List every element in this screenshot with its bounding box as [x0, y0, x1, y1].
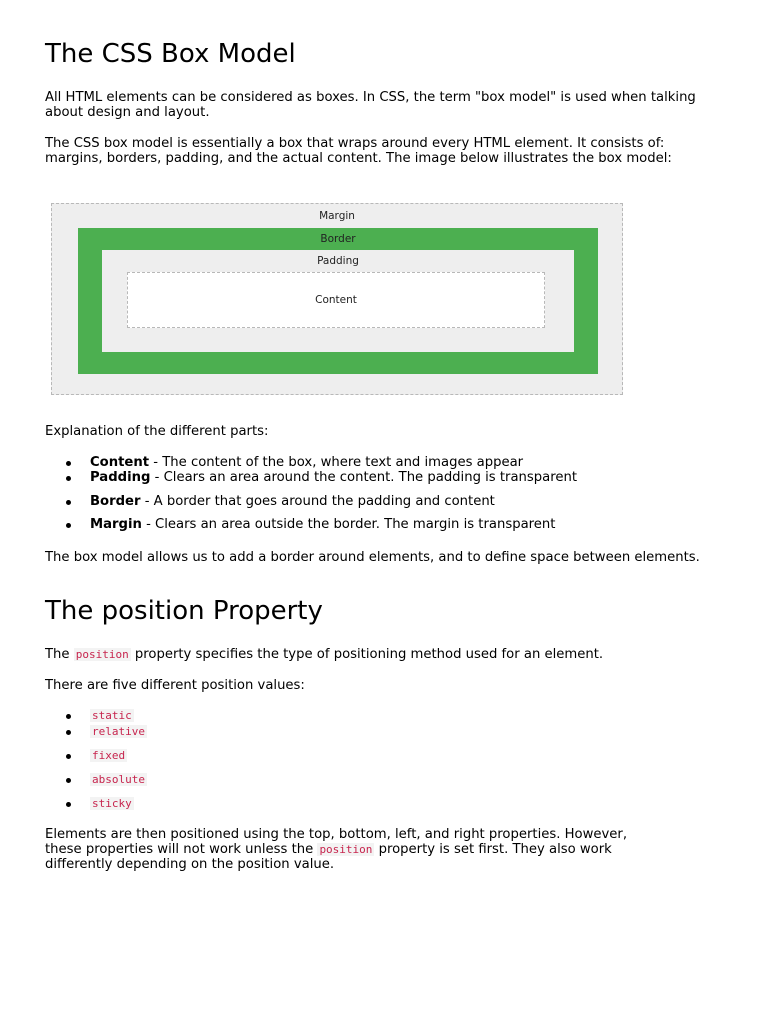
part-desc: - Clears an area outside the border. The margin is transparent [141, 517, 556, 532]
padding-area [102, 250, 574, 352]
part-term: Content [90, 455, 150, 470]
inline-code: relative [92, 725, 145, 738]
part-term: Margin [90, 517, 142, 532]
inline-code: static [92, 709, 132, 722]
bullet-icon [66, 714, 71, 719]
inline-code: position [319, 843, 373, 856]
bullet-icon [66, 802, 71, 807]
part-term: Padding [90, 470, 151, 485]
bullet-icon [66, 730, 71, 735]
part-desc: - The content of the box, where text and images appear [149, 455, 524, 470]
position-values-intro: There are five different position values: [45, 678, 305, 693]
box-model-diagram [51, 203, 623, 395]
padding-label: Padding [317, 255, 359, 267]
bullet-icon [66, 476, 71, 481]
heading-box-model: The CSS Box Model [45, 39, 296, 69]
position-intro: The position property specifies the type of positioning method used for an element. [45, 647, 604, 662]
inline-code: absolute [92, 773, 145, 786]
inline-code: position [75, 648, 129, 661]
part-desc: - Clears an area around the content. The padding is transparent [150, 470, 577, 485]
border-area [78, 228, 598, 374]
content-label: Content [315, 294, 357, 306]
intro-paragraph: All HTML elements can be considered as boxes. In CSS, the term "box model" is used when talking about design and layout. [45, 90, 696, 120]
margin-label: Margin [319, 210, 355, 222]
box-model-description: The CSS box model is essentially a box that wraps around every HTML element. It consists of: margins, borders, padding, and the actual content. The image below illustrates the box model: [45, 136, 672, 166]
bullet-icon [66, 523, 71, 528]
part-desc: - A border that goes around the padding and content [140, 494, 495, 509]
part-term: Border [90, 494, 141, 509]
explanation-intro: Explanation of the different parts: [45, 424, 269, 439]
positioning-explanation: Elements are then positioned using the top, bottom, left, and right properties. However, these properties will not work unless the position property is set first. They also work differently depending on the position value. [45, 827, 628, 872]
content-area [127, 272, 545, 328]
border-label: Border [320, 233, 356, 245]
inline-code: fixed [92, 749, 126, 762]
bullet-icon [66, 461, 71, 466]
heading-position-property: The position Property [45, 596, 323, 626]
bullet-icon [66, 778, 71, 783]
inline-code: sticky [92, 797, 132, 810]
bullet-icon [66, 500, 71, 505]
box-model-summary: The box model allows us to add a border around elements, and to define space between elements. [45, 550, 700, 565]
bullet-icon [66, 754, 71, 759]
